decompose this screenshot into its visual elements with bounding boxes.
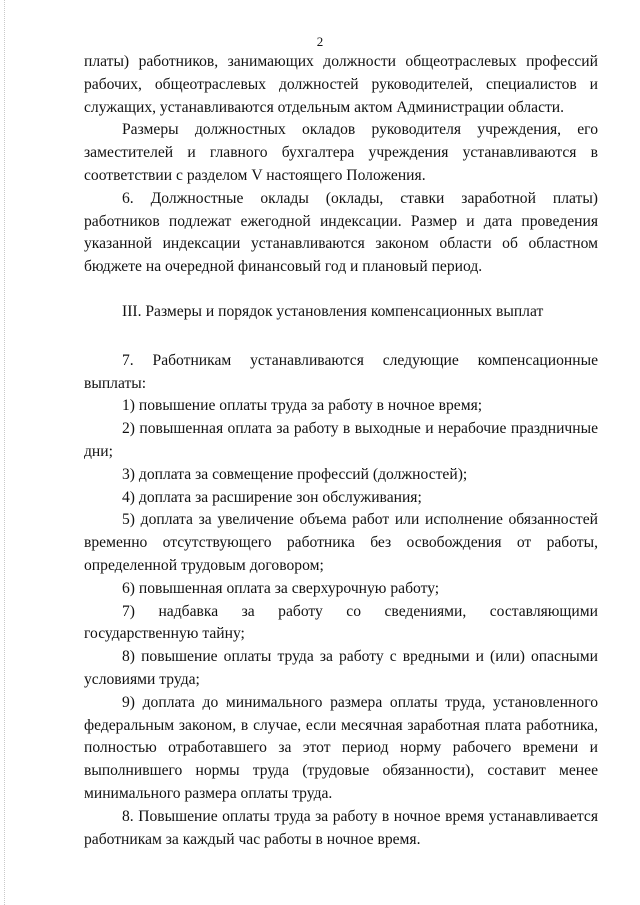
paragraph-7-intro: 7. Работникам устанавливаются следующие компенсационные выплаты:	[84, 351, 598, 392]
list-item-4: 4) доплата за расширение зон обслуживания;	[122, 488, 422, 506]
paragraph-6-indexation: 6. Должностные оклады (оклады, ставки заработной платы) работников подлежат ежегодной индексации. Размер и дата проведения указанной индексации устанавливаются законом области об областном бюджете на очередной финансовый год и плановый период.	[84, 189, 598, 276]
page-number: 2	[316, 34, 324, 49]
list-item-5: 5) доплата за увеличение объема работ или исполнение обязанностей временно отсутствующего работника без освобождения от работы, определенной трудовым договором;	[84, 511, 598, 574]
list-item-3: 3) доплата за совмещение профессий (должностей);	[122, 465, 468, 483]
scan-edge-divider	[4, 0, 5, 905]
list-item-7: 7) надбавка за работу со сведениями, составляющими государственную тайну;	[84, 602, 598, 643]
list-item-6: 6) повышенная оплата за сверхурочную работу;	[122, 579, 440, 597]
list-item-8: 8) повышение оплаты труда за работу с вредными и (или) опасными условиями труда;	[84, 648, 598, 688]
document-body	[84, 51, 598, 851]
section-title: III. Размеры и порядок установления компенсационных выплат	[122, 302, 544, 320]
paragraph-8-night-work: 8. Повышение оплаты труда за работу в ночное время устанавливается работникам за каждый час работы в ночное время.	[84, 807, 598, 848]
list-item-9: 9) доплата до минимального размера оплаты труда, установленного федеральным законом, в случае, если месячная заработная плата работника, полностью отработавшего за этот период норму рабочего времени и выполнившего нормы труда (трудовые обязанности), составит менее минимального размера оплаты труда.	[84, 693, 598, 802]
list-item-2: 2) повышенная оплата за работу в выходные и нерабочие праздничные дни;	[84, 420, 598, 460]
list-item-1: 1) повышение оплаты труда за работу в ночное время;	[122, 397, 483, 415]
paragraph-continuation: платы) работников, занимающих должности общеотраслевых профессий рабочих, общеотраслевых должностей руководителей, специалистов и служащих, устанавливаются отдельным актом Администрации области.	[84, 53, 598, 116]
paragraph-salary-sizes: Размеры должностных окладов руководителя учреждения, его заместителей и главного бухгалтера учреждения устанавливаются в соответствии с разделом V настоящего Положения.	[84, 121, 598, 184]
